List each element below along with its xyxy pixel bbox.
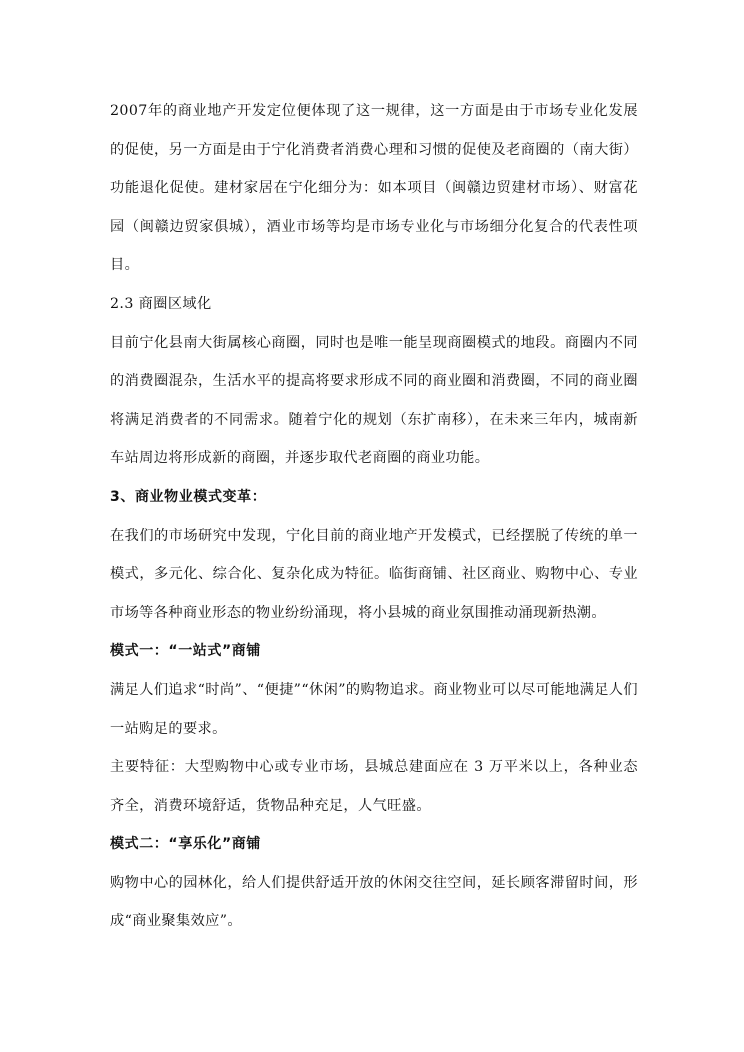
paragraph-business-district: 目前宁化县南大街属核心商圈，同时也是唯一能呈现商圈模式的地段。商圈内不同的消费圈混杂，生活水平的提高将要求形成不同的商业圈和消费圈，不同的商业圈将满足消费者的不同需求。随着宁化的规划（东扩南移），在未来三年内，城南新车站周边将形成新的商圈，并逐步取代老商圈的商业功能。 <box>110 334 638 467</box>
mode-two-heading: 模式二：“享乐化”商铺 <box>110 836 262 853</box>
mode-one-description: 满足人们追求“时尚”、“便捷”“休闲”的购物追求。商业物业可以尽可能地满足人们一站购足的要求。 <box>110 681 638 737</box>
document-body <box>110 92 638 941</box>
mode-one-features: 主要特征：大型购物中心或专业市场，县城总建面应在 3 万平米以上，各种业态齐全，消费环境舒适，货物品种充足，人气旺盛。 <box>110 759 638 814</box>
mode-one-heading: 模式一：“一站式”商铺 <box>110 643 262 660</box>
section-heading-3: 3、商业物业模式变革： <box>110 488 267 505</box>
section-heading-2-3: 2.3 商圈区域化 <box>110 295 212 312</box>
mode-two-description: 购物中心的园林化，给人们提供舒适开放的休闲交往空间，延长顾客滞留时间，形成“商业聚集效应”。 <box>110 874 638 930</box>
paragraph-commercial-positioning: 2007年的商业地产开发定位便体现了这一规律，这一方面是由于市场专业化发展的促使，另一方面是由于宁化消费者消费心理和习惯的促使及老商圈的（南大街）功能退化促使。建材家居在宁化细分为：如本项目（闽赣边贸建材市场）、财富花园（闽赣边贸家俱城），酒业市场等均是市场专业化与市场细分化复合的代表性项目。 <box>110 103 638 274</box>
paragraph-market-research: 在我们的市场研究中发现，宁化目前的商业地产开发模式，已经摆脱了传统的单一模式，多元化、综合化、复杂化成为特征。临街商铺、社区商业、购物中心、专业市场等各种商业形态的物业纷纷涌现，将小县城的商业氛围推动涌现新热潮。 <box>110 527 638 621</box>
